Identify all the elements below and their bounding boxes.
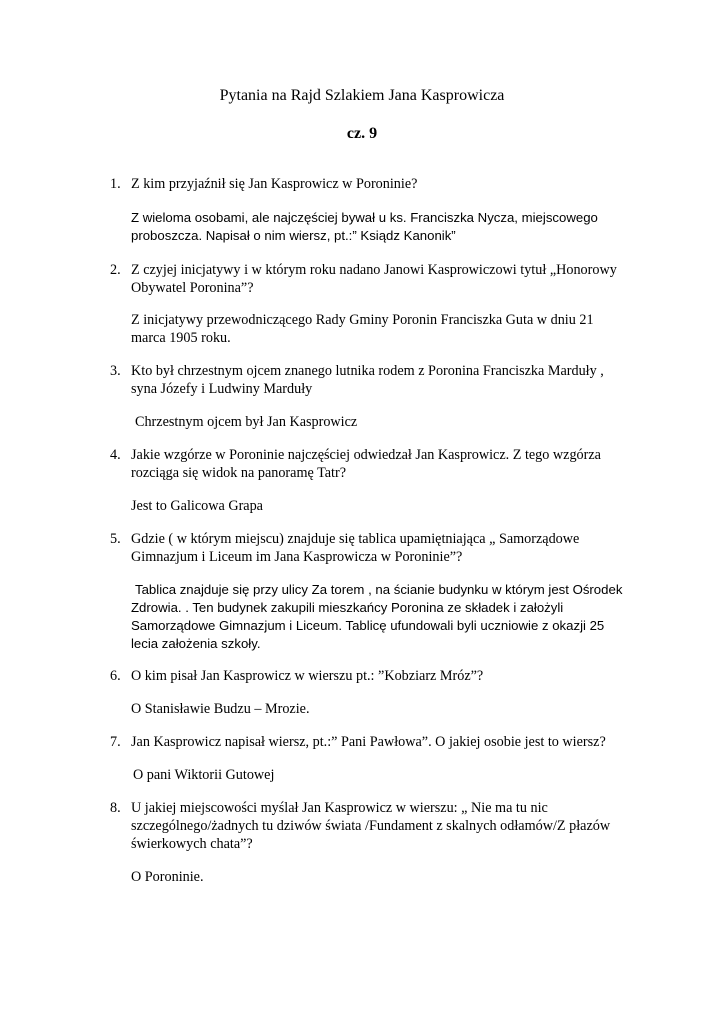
question-number: 8. bbox=[110, 800, 121, 816]
question-number: 4. bbox=[110, 447, 121, 463]
document-title: Pytania na Rajd Szlakiem Jana Kasprowicza bbox=[219, 87, 505, 104]
answer-text: Samorządowe Gimnazjum i Liceum. Tablicę ufundowali byli uczniowie z okazji 25 bbox=[131, 618, 605, 633]
answer-text: Chrzestnym ojcem był Jan Kasprowicz bbox=[135, 414, 358, 430]
answer-text: Tablica znajduje się przy ulicy Za torem , na ścianie budynku w którym jest Ośrodek bbox=[135, 582, 623, 597]
answer-text: O Poroninie. bbox=[131, 869, 204, 885]
question-text: Z czyjej inicjatywy i w którym roku nadano Janowi Kasprowiczowi tytuł „Honorowy bbox=[131, 262, 617, 278]
answer-text: marca 1905 roku. bbox=[131, 330, 231, 346]
answer-text: proboszcza. Napisał o nim wiersz, pt.:” Ksiądz Kanonik” bbox=[131, 228, 456, 243]
question-text: U jakiej miejscowości myślał Jan Kasprowicz w wierszu: „ Nie ma tu nic bbox=[131, 800, 548, 816]
question-text: Gimnazjum i Liceum im Jana Kasprowicza w Poroninie”? bbox=[131, 549, 463, 565]
question-text: Z kim przyjaźnił się Jan Kasprowicz w Poroninie? bbox=[131, 176, 418, 192]
answer-text: O Stanisławie Budzu – Mrozie. bbox=[131, 701, 310, 717]
answer-text: Z wieloma osobami, ale najczęściej bywał u ks. Franciszka Nycza, miejscowego bbox=[131, 210, 598, 225]
answer-text: Jest to Galicowa Grapa bbox=[131, 498, 263, 514]
question-number: 1. bbox=[110, 176, 121, 192]
question-number: 6. bbox=[110, 668, 121, 684]
question-number: 2. bbox=[110, 262, 121, 278]
question-text: szczególnego/żadnych tu dziwów świata /Fundament z skalnych odłamów/Z płazów bbox=[131, 818, 611, 834]
question-text: Gdzie ( w którym miejscu) znajduje się tablica upamiętniająca „ Samorządowe bbox=[131, 531, 580, 547]
document-subtitle: cz. 9 bbox=[346, 125, 378, 142]
answer-text: O pani Wiktorii Gutowej bbox=[133, 767, 275, 783]
question-number: 7. bbox=[110, 734, 121, 750]
question-text: świerkowych chata”? bbox=[131, 836, 253, 852]
question-number: 3. bbox=[110, 363, 121, 379]
answer-text: Z inicjatywy przewodniczącego Rady Gminy Poronin Franciszka Guta w dniu 21 bbox=[131, 312, 594, 328]
question-text: Jan Kasprowicz napisał wiersz, pt.:” Pani Pawłowa”. O jakiej osobie jest to wiersz? bbox=[131, 734, 606, 750]
answer-text: lecia założenia szkoły. bbox=[131, 636, 261, 651]
question-text: syna Józefy i Ludwiny Marduły bbox=[131, 381, 313, 397]
question-text: rozciąga się widok na panoramę Tatr? bbox=[131, 465, 347, 481]
question-text: Jakie wzgórze w Poroninie najczęściej odwiedzał Jan Kasprowicz. Z tego wzgórza bbox=[131, 447, 601, 463]
question-text: O kim pisał Jan Kasprowicz w wierszu pt.: ”Kobziarz Mróz”? bbox=[131, 668, 484, 684]
question-text: Kto był chrzestnym ojcem znanego lutnika rodem z Poronina Franciszka Marduły , bbox=[131, 363, 604, 379]
answer-text: Zdrowia. . Ten budynek zakupili mieszkańcy Poronina ze składek i założyli bbox=[131, 600, 564, 615]
question-number: 5. bbox=[110, 531, 121, 547]
question-text: Obywatel Poronina”? bbox=[131, 280, 254, 296]
